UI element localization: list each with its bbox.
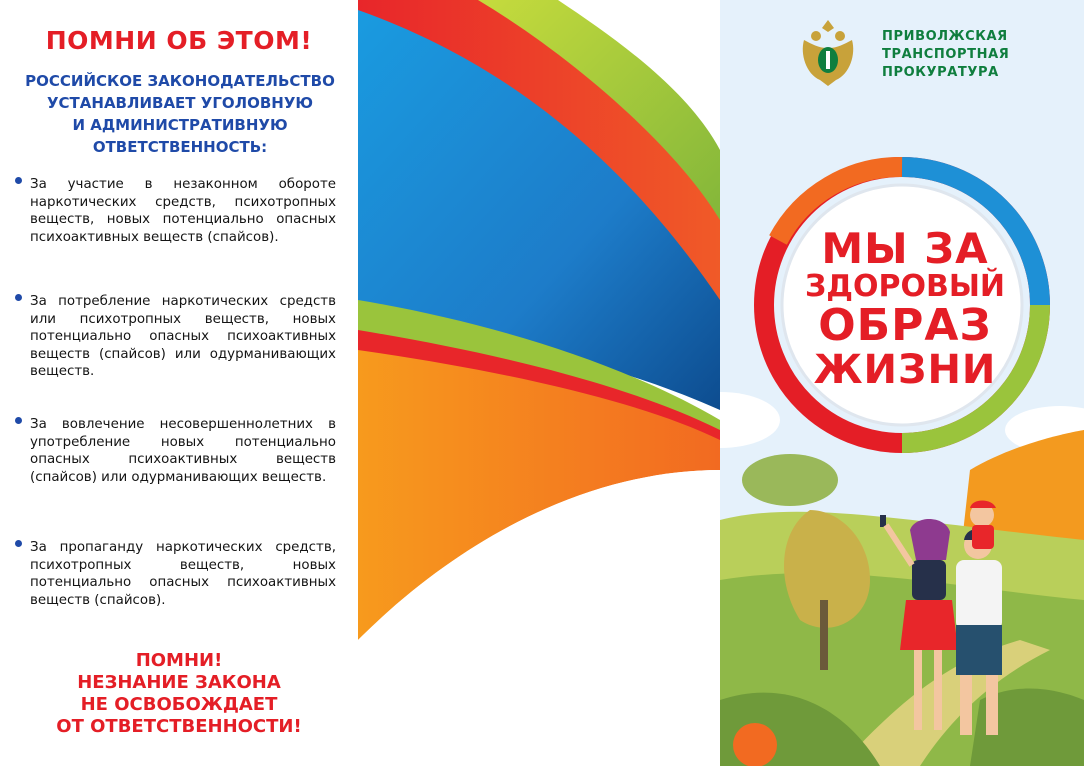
slogan-text <box>790 224 1020 393</box>
bullet-dot-icon <box>15 540 22 547</box>
subtitle-line: РОССИЙСКОЕ ЗАКОНОДАТЕЛЬСТВО <box>25 72 335 90</box>
footer-line: НЕ ОСВОБОЖДАЕТ <box>80 694 278 715</box>
bullet-dot-icon <box>15 417 22 424</box>
subtitle-line: УСТАНАВЛИВАЕТ УГОЛОВНУЮ <box>46 94 313 112</box>
list-item-text: За потребление наркотических средств или психотропных веществ, новых потенциально опасных психоактивных веществ (спайсов) или одурманивающих веществ. <box>30 294 336 380</box>
list-item <box>14 176 336 246</box>
slogan-line: ЖИЗНИ <box>813 347 997 393</box>
slogan-line: МЫ ЗА <box>821 224 989 273</box>
middle-decorative-panel <box>358 0 720 766</box>
ribbons-graphic <box>358 0 720 766</box>
page-title: ПОМНИ ОБ ЭТОМ! <box>45 26 313 55</box>
bullet-dot-icon <box>15 294 22 301</box>
footer-line: ОТ ОТВЕТСТВЕННОСТИ! <box>56 716 302 737</box>
subtitle-line: И АДМИНИСТРАТИВНУЮ <box>72 116 288 134</box>
right-cover-panel <box>720 0 1084 766</box>
double-headed-eagle-emblem-icon <box>798 14 858 94</box>
bullet-dot-icon <box>15 177 22 184</box>
list-item-text: За участие в незаконном обороте наркотических средств, психотропных веществ, новых потенциально опасных психоактивных веществ (спайсов). <box>30 177 336 245</box>
footer-line: ПОМНИ! <box>135 650 223 671</box>
list-item-text: За пропаганду наркотических средств, психотропных веществ, новых потенциально опасных психоактивных веществ (спайсов). <box>30 540 336 608</box>
slogan-line: ЗДОРОВЫЙ <box>804 269 1006 304</box>
organization-name <box>882 28 1009 82</box>
warning-footer <box>0 650 358 738</box>
list-item <box>14 293 336 381</box>
list-item-text: За вовлечение несовершеннолетних в употребление новых потенциально опасных психоактивных веществ (спайсов) или одурманивающих веществ. <box>30 417 336 485</box>
list-item <box>14 416 336 486</box>
footer-line: НЕЗНАНИЕ ЗАКОНА <box>77 672 281 693</box>
org-name-line: ПРИВОЛЖСКАЯ <box>882 29 1008 44</box>
left-panel <box>0 0 358 766</box>
org-name-line: ПРОКУРАТУРА <box>882 65 999 80</box>
subtitle-line: ОТВЕТСТВЕННОСТЬ: <box>92 138 268 156</box>
slogan-line: ОБРАЗ <box>818 300 992 351</box>
org-name-line: ТРАНСПОРТНАЯ <box>882 47 1010 62</box>
legislation-subtitle <box>8 70 352 158</box>
list-item <box>14 539 336 609</box>
